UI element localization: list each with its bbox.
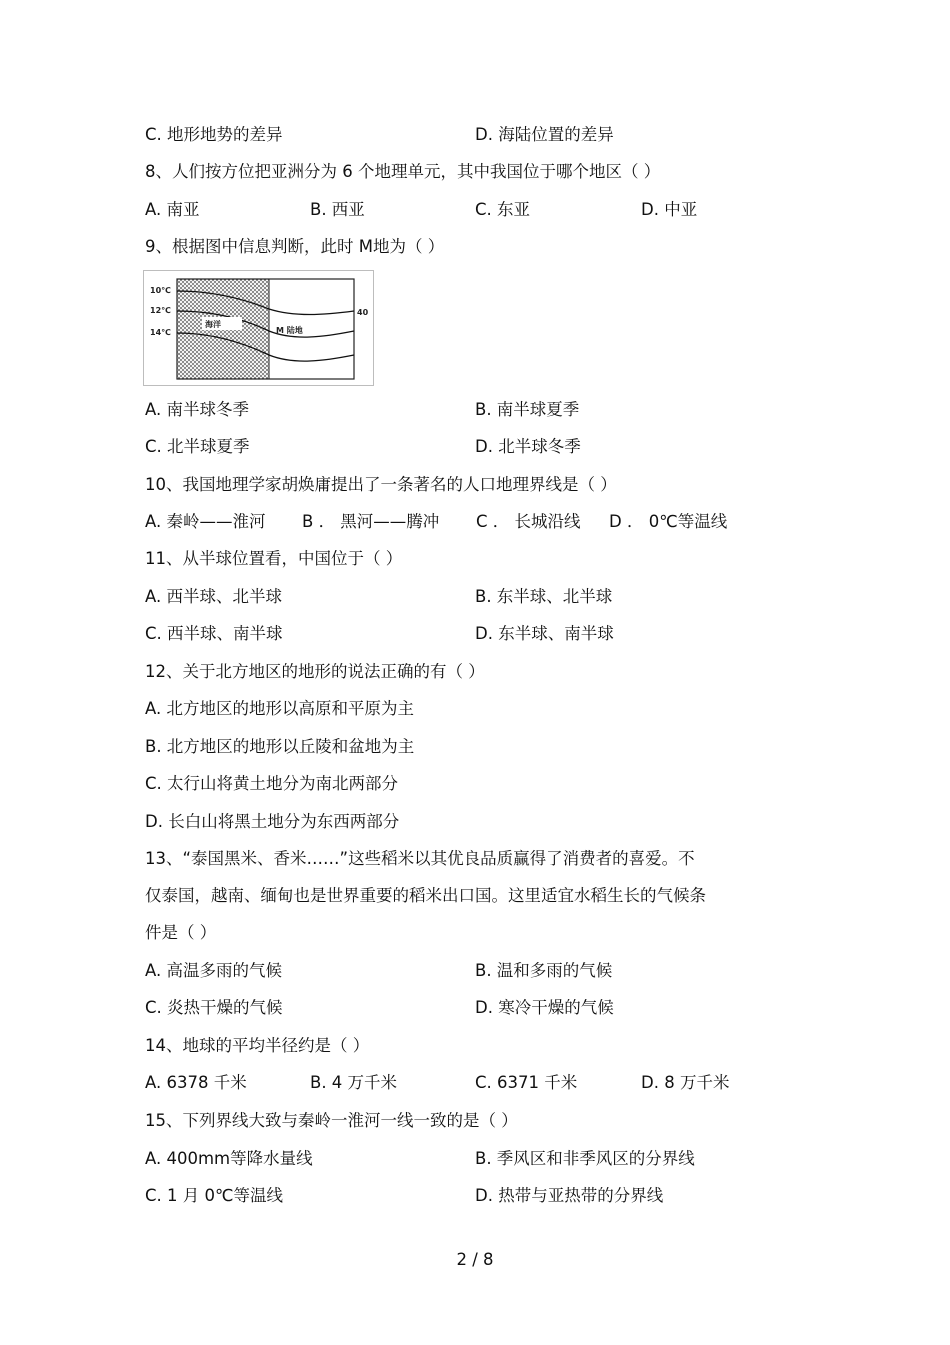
q10-stem-text: 10、我国地理学家胡焕庸提出了一条著名的人口地理界线是（ ）: [145, 475, 617, 494]
q10-option-a: A. 秦岭——淮河: [145, 512, 266, 531]
q10-option-b: B ． 黑河——腾冲: [302, 512, 440, 531]
q15-option-d: D. 热带与亚热带的分界线: [475, 1186, 664, 1205]
page-number: 2 / 8: [456, 1250, 494, 1269]
q8-option-a: A. 南亚: [145, 200, 200, 219]
q11-option-a: A. 西半球、北半球: [145, 587, 282, 606]
q8-option-b: B. 西亚: [310, 200, 365, 219]
q10-option-c: C ． 长城沿线: [476, 512, 581, 531]
q7-option-d: D. 海陆位置的差异: [475, 125, 614, 144]
q12-option-b: B. 北方地区的地形以丘陵和盆地为主: [145, 737, 415, 756]
q13-option-b: B. 温和多雨的气候: [475, 961, 613, 980]
q9-option-c: C. 北半球夏季: [145, 437, 250, 456]
q14-option-c: C. 6371 千米: [475, 1073, 578, 1092]
q8-option-d: D. 中亚: [641, 200, 698, 219]
q13-option-a: A. 高温多雨的气候: [145, 961, 282, 980]
q13-option-c: C. 炎热干燥的气候: [145, 998, 283, 1017]
q15-option-b: B. 季风区和非季风区的分界线: [475, 1149, 695, 1168]
q9-option-d: D. 北半球冬季: [475, 437, 581, 456]
q13-option-d: D. 寒冷干燥的气候: [475, 998, 614, 1017]
latitude-label: 40: [357, 308, 369, 317]
q9-option-a: A. 南半球冬季: [145, 400, 249, 419]
q15-option-c: C. 1 月 0℃等温线: [145, 1186, 284, 1205]
q11-option-d: D. 东半球、南半球: [475, 624, 614, 643]
q10-option-d: D ． 0℃等温线: [609, 512, 728, 531]
isotherm-label-14: 14℃: [150, 328, 171, 337]
isotherm-label-10: 10℃: [150, 286, 171, 295]
q7-option-c: C. 地形地势的差异: [145, 125, 283, 144]
land-label: M 陆地: [276, 326, 303, 335]
q11-stem-text: 11、从半球位置看，中国位于（ ）: [145, 549, 403, 568]
isotherm-figure: [143, 270, 374, 386]
q14-option-b: B. 4 万千米: [310, 1073, 398, 1092]
q14-option-d: D. 8 万千米: [641, 1073, 730, 1092]
isotherm-map: [144, 271, 373, 385]
q9-option-b: B. 南半球夏季: [475, 400, 580, 419]
q14-stem-text: 14、地球的平均半径约是（ ）: [145, 1036, 370, 1055]
q14-option-a: A. 6378 千米: [145, 1073, 247, 1092]
q13-stem-text-3: 件是（ ）: [145, 923, 217, 942]
q12-option-a: A. 北方地区的地形以高原和平原为主: [145, 699, 414, 718]
isotherm-label-12: 12℃: [150, 306, 171, 315]
q12-stem-text: 12、关于北方地区的地形的说法正确的有（ ）: [145, 662, 485, 681]
q13-stem-text-2: 仅泰国，越南、缅甸也是世界重要的稻米出口国。这里适宜水稻生长的气候条: [145, 886, 706, 905]
q15-stem-text: 15、下列界线大致与秦岭一淮河一线一致的是（ ）: [145, 1111, 518, 1130]
sea-label: 海洋: [205, 320, 221, 329]
q12-option-c: C. 太行山将黄土地分为南北两部分: [145, 774, 399, 793]
q8-stem-text: 8、人们按方位把亚洲分为 6 个地理单元，其中我国位于哪个地区（ ）: [145, 162, 661, 181]
q15-option-a: A. 400mm等降水量线: [145, 1149, 313, 1168]
q9-stem-text: 9、根据图中信息判断，此时 M地为（ ）: [145, 237, 445, 256]
q11-option-c: C. 西半球、南半球: [145, 624, 283, 643]
q12-option-d: D. 长白山将黑土地分为东西两部分: [145, 812, 400, 831]
q11-option-b: B. 东半球、北半球: [475, 587, 613, 606]
q13-stem-text-1: 13、“泰国黑米、香米……”这些稻米以其优良品质赢得了消费者的喜爱。不: [145, 849, 695, 868]
q8-option-c: C. 东亚: [475, 200, 531, 219]
